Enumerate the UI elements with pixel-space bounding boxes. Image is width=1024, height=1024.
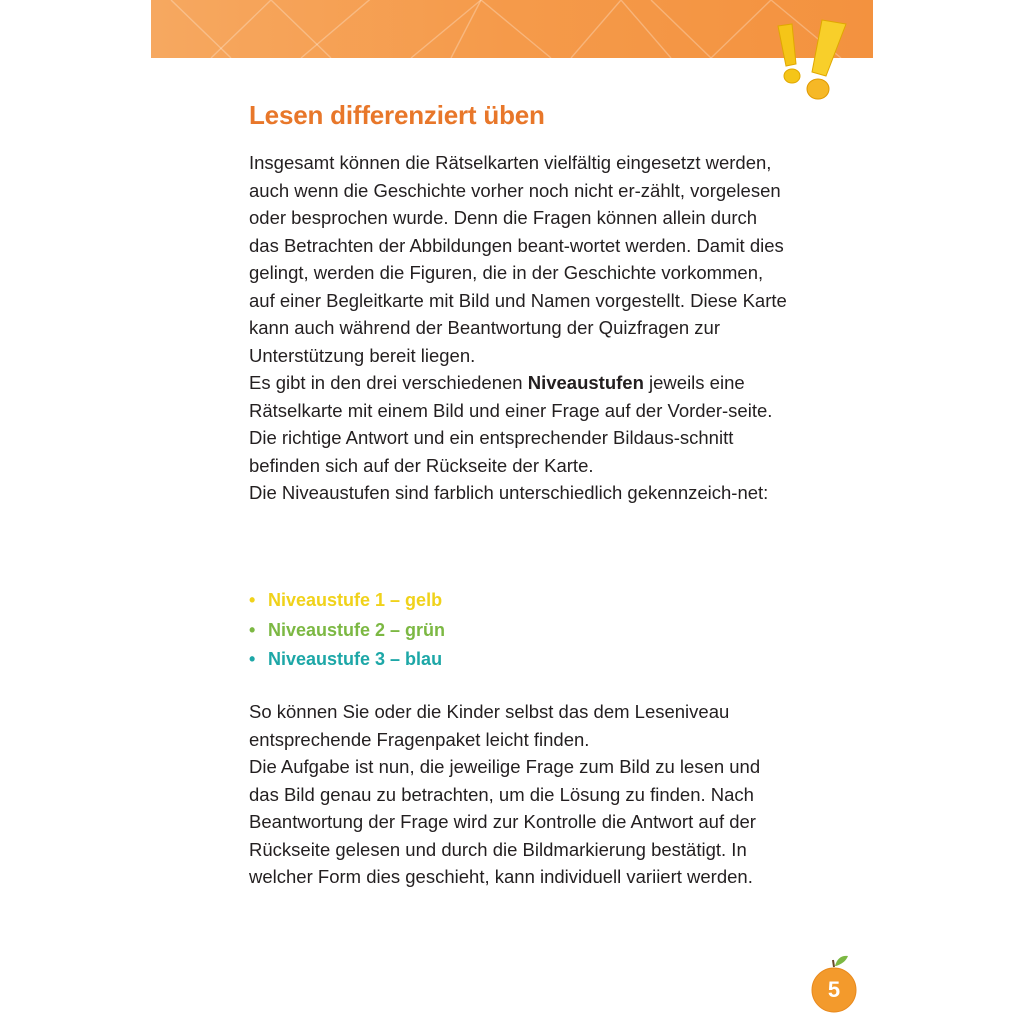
header-band bbox=[151, 0, 873, 58]
level-label: Niveaustufe 3 – blau bbox=[268, 649, 443, 669]
intro-text-block bbox=[249, 149, 789, 507]
header-pattern bbox=[151, 0, 873, 58]
exclamation-marks-icon bbox=[772, 14, 856, 104]
paragraph: Die Aufgabe ist nun, die jeweilige Frage zum Bild zu lesen und das Bild genau zu betrachten, um die Lösung zu finden. Nach Beantwortung der Frage wird zur Kontrolle die Antwort auf der Rückseite gelesen und durch die Bildmarkierung bestätigt. In welcher Form dies geschieht, kann individuell variiert werden. bbox=[249, 756, 761, 887]
bullet: • bbox=[249, 590, 256, 610]
bullet: • bbox=[249, 649, 256, 669]
paragraph bbox=[249, 369, 789, 479]
bullet: • bbox=[249, 619, 256, 640]
list-item-level-3 bbox=[249, 645, 445, 675]
level-list bbox=[249, 586, 445, 675]
emphasis-niveaustufen: Niveaustufen bbox=[527, 372, 644, 393]
paragraph: Insgesamt können die Rätselkarten vielfältig eingesetzt werden, auch wenn die Geschichte vorher noch nicht er-zählt, vorgelesen oder besprochen wurde. Denn die Fragen können allein durch das Betrachten der Abbildungen beant-wortet werden. Damit dies gelingt, werden die Figuren, die in der Geschichte vorkommen, auf einer Begleitkarte mit Bild und Namen vorgestellt. Diese Karte kann auch während der Beantwortung der Quizfragen zur Unterstützung bereit liegen. bbox=[249, 152, 787, 366]
level-label: Niveaustufe 2 – grün bbox=[268, 619, 446, 640]
paragraph: Die Niveaustufen sind farblich unterschiedlich gekennzeich-net: bbox=[249, 482, 769, 503]
page-title: Lesen differenziert üben bbox=[249, 100, 545, 130]
closing-text-block bbox=[249, 698, 789, 891]
list-item-level-2 bbox=[249, 616, 445, 646]
list-item-level-1 bbox=[249, 586, 445, 616]
level-label: Niveaustufe 1 – gelb bbox=[268, 590, 443, 610]
text-span: Es gibt in den drei verschiedenen bbox=[249, 372, 528, 393]
paragraph: So können Sie oder die Kinder selbst das dem Leseniveau entsprechende Fragenpaket leicht finden. bbox=[249, 701, 730, 750]
text-span: jeweils eine Rätselkarte mit einem Bild und einer Frage auf der Vorder-seite. Die richtige Antwort und ein entsprechender Bildaus-schnitt befinden sich auf der Rückseite der Karte. bbox=[249, 372, 773, 476]
page-number: 5 bbox=[827, 977, 841, 1002]
